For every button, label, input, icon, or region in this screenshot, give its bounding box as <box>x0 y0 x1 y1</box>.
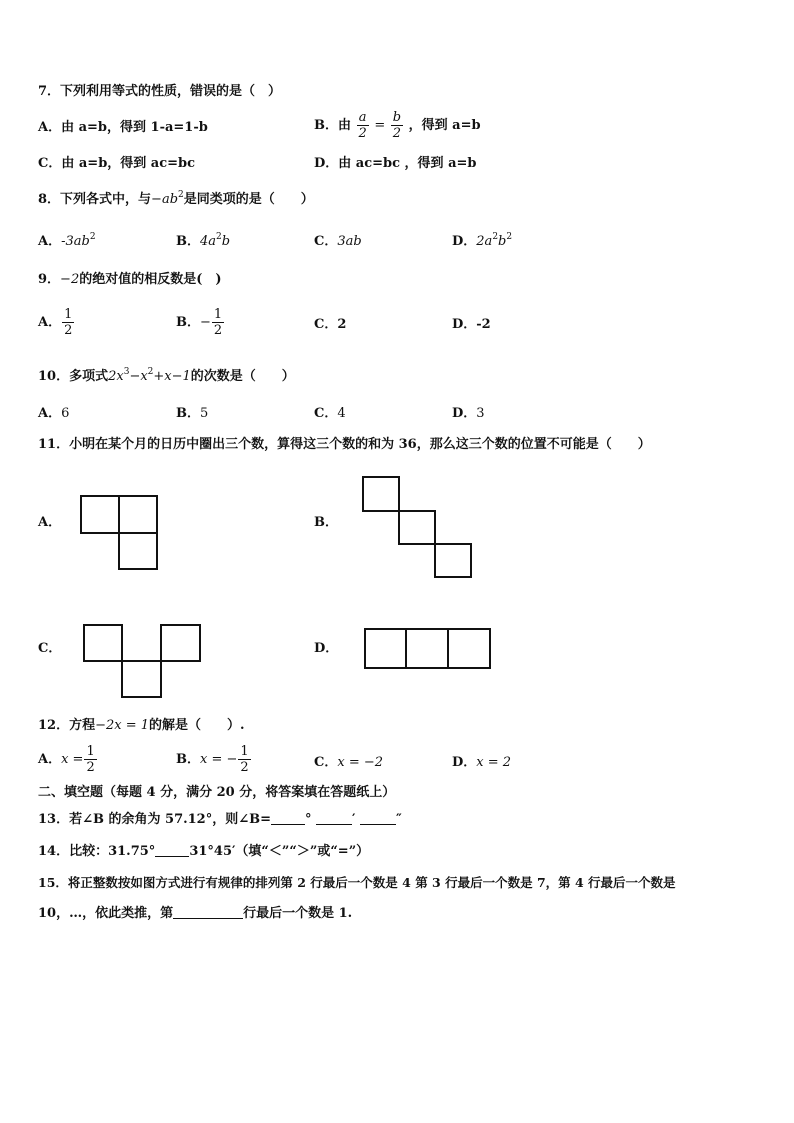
q10-poly-sup2: 2 <box>147 367 154 377</box>
q12-stem-math: −2x = 1 <box>95 718 150 733</box>
q10-poly-2: −x <box>129 369 148 384</box>
q10-b-letter: B． <box>176 406 200 421</box>
q11-figure-b <box>362 476 474 579</box>
q12-option-d <box>452 755 511 771</box>
q13-sec: ″ <box>396 812 402 827</box>
q10-stem <box>38 369 295 385</box>
q10-option-b <box>176 406 208 422</box>
q12-d-math: x = 2 <box>476 755 512 770</box>
q10-a-val: 6 <box>61 406 70 421</box>
q8-d-sup2: 2 <box>506 232 513 242</box>
q8-a-math: -3ab <box>61 234 90 249</box>
q13-blank-min[interactable] <box>316 812 352 825</box>
q11-option-a-letter: A． <box>38 515 62 530</box>
q7-option-d: D．由 ac=bc ，得到 a=b <box>314 156 477 171</box>
q10-poly-3: +x−1 <box>153 369 191 384</box>
section-heading-fill-in: 二、填空题（每题 4 分，满分 20 分，将答案填在答题纸上） <box>38 785 396 800</box>
q12-b-num: 1 <box>240 744 249 759</box>
q9-b-den: 2 <box>213 323 223 338</box>
q10-poly-sup1: 3 <box>123 367 130 377</box>
q10-d-letter: D． <box>452 406 477 421</box>
cell <box>161 625 200 661</box>
q15-line2-suffix: 行最后一个数是 1. <box>243 906 353 921</box>
q9-option-d: D．-2 <box>452 317 491 332</box>
q7-b-frac1-den: 2 <box>358 126 367 141</box>
q11-figure-c <box>83 624 203 699</box>
q8-stem-prefix: 8．下列各式中，与 <box>38 192 152 207</box>
q9-option-a <box>38 307 75 338</box>
q15-line-1: 15．将正整数按如图方式进行有规律的排列第 2 行最后一个数是 4 第 3 行最后一个数是 7，第 4 行最后一个数是 <box>38 875 676 890</box>
q9-b-sign: − <box>200 315 211 330</box>
q12-option-b <box>176 744 252 775</box>
q7-option-a: A．由 a=b，得到 1-a=1-b <box>38 120 208 135</box>
q11-figure-d <box>364 628 492 670</box>
q7-b-prefix: B．由 <box>314 118 351 133</box>
q8-b-letter: B． <box>176 234 200 249</box>
cell <box>406 629 448 668</box>
q9-option-c: C．2 <box>314 317 347 332</box>
cell <box>122 661 161 697</box>
q9-stem-suffix: 的绝对值的相反数是( ) <box>79 272 222 287</box>
q7-b-frac2-den: 2 <box>392 126 402 141</box>
q7-b-frac2-num: b <box>392 110 402 125</box>
q10-option-c <box>314 406 346 422</box>
q10-c-letter: C． <box>314 406 338 421</box>
q12-a-fraction <box>84 744 96 775</box>
q10-option-a <box>38 406 69 422</box>
q12-b-letter: B． <box>176 752 200 767</box>
q10-b-val: 5 <box>200 406 209 421</box>
q15-line2-prefix: 10，…，依此类推，第 <box>38 906 174 921</box>
q11-option-b-letter: B． <box>314 515 338 530</box>
q13-blank-sec[interactable] <box>360 812 396 825</box>
cell <box>363 477 399 511</box>
q9-a-letter: A． <box>38 315 62 330</box>
q8-option-c <box>314 234 362 250</box>
cell <box>365 629 406 668</box>
q7-b-frac1-num: a <box>357 110 369 126</box>
q14-blank[interactable] <box>155 844 189 857</box>
q11-option-c-letter: C． <box>38 641 62 656</box>
q7-option-c: C．由 a=b，得到 ac=bc <box>38 156 196 171</box>
q12-b-fraction <box>238 744 250 775</box>
cell <box>399 511 435 544</box>
q8-d-math1: 2a <box>476 234 493 249</box>
q8-stem <box>38 192 314 208</box>
q12-b-lhs: x = − <box>200 752 238 767</box>
q7-b-fraction-1 <box>357 110 369 141</box>
q7-b-fraction-2 <box>391 110 403 141</box>
q9-b-num: 1 <box>213 307 223 322</box>
q8-d-math2: b <box>498 234 507 249</box>
q13-min: ′ <box>352 812 356 827</box>
q9-option-b <box>176 307 225 338</box>
q8-d-letter: D． <box>452 234 477 249</box>
q12-d-letter: D． <box>452 755 477 770</box>
cell <box>119 496 157 533</box>
q10-a-letter: A． <box>38 406 62 421</box>
q8-option-d <box>452 234 512 250</box>
q11-stem: 11．小明在某个月的日历中圈出三个数，算得这三个数的和为 36，那么这三个数的位置不可能是（ ） <box>38 437 651 452</box>
q12-stem <box>38 718 245 734</box>
q12-stem-prefix: 12．方程 <box>38 718 96 733</box>
q15-line-2 <box>38 906 352 922</box>
q12-option-c <box>314 755 383 771</box>
q9-stem-prefix: 9． <box>38 272 61 287</box>
q12-a-den: 2 <box>86 760 95 775</box>
q10-stem-suffix: 的次数是（ ） <box>190 369 295 384</box>
q12-stem-suffix: 的解是（ ）. <box>149 718 245 733</box>
cell <box>448 629 490 668</box>
q8-option-b <box>176 234 230 250</box>
q9-a-den: 2 <box>64 323 73 338</box>
q8-stem-suffix: 是同类项的是（ ） <box>183 192 314 207</box>
q12-a-num: 1 <box>86 744 95 759</box>
q14 <box>38 844 369 860</box>
q10-option-d <box>452 406 485 422</box>
q8-c-math: 3ab <box>337 234 362 249</box>
q8-option-a <box>38 234 96 250</box>
q8-stem-sup: 2 <box>178 190 184 200</box>
q8-b-sup1: 2 <box>216 232 222 242</box>
q10-d-val: 3 <box>476 406 485 421</box>
q12-a-letter: A． <box>38 752 62 767</box>
q9-stem <box>38 272 222 288</box>
q13-blank-deg[interactable] <box>271 812 305 825</box>
q12-c-math: x = −2 <box>337 755 384 770</box>
q7-stem: 7．下列利用等式的性质，错误的是（ ） <box>38 84 282 99</box>
q8-b-math2: b <box>221 234 231 249</box>
q13-prefix: 13．若∠B 的余角为 57.12°，则∠B= <box>38 812 272 827</box>
q12-b-den: 2 <box>240 760 249 775</box>
q10-poly-1: 2x <box>108 369 124 384</box>
q15-blank[interactable] <box>173 906 243 919</box>
q10-c-val: 4 <box>337 406 346 421</box>
q9-b-fraction <box>212 307 224 338</box>
q7-option-b <box>314 110 481 141</box>
cell <box>81 496 119 533</box>
cell <box>435 544 471 577</box>
q9-a-num: 1 <box>64 307 73 322</box>
q14-suffix: 31°45′（填“＜”“＞”或“=”） <box>189 844 370 859</box>
q12-a-lhs: x = <box>61 752 84 767</box>
q7-b-equals: = <box>374 118 386 133</box>
q11-option-d-letter: D． <box>314 641 339 656</box>
cell <box>119 533 157 569</box>
q8-stem-math: −ab <box>151 192 179 207</box>
q8-a-sup: 2 <box>89 232 96 242</box>
cell <box>84 625 122 661</box>
q10-stem-prefix: 10．多项式 <box>38 369 109 384</box>
q8-b-math1: 4a <box>200 234 217 249</box>
q8-d-sup1: 2 <box>492 232 499 242</box>
q11-figure-a <box>80 495 160 571</box>
q14-prefix: 14．比较：31.75° <box>38 844 156 859</box>
q12-c-letter: C． <box>314 755 338 770</box>
q9-b-letter: B． <box>176 315 200 330</box>
q12-option-a <box>38 744 98 775</box>
q8-c-letter: C． <box>314 234 338 249</box>
q9-stem-math: −2 <box>60 272 80 287</box>
q13-deg: ° <box>305 812 312 827</box>
q8-a-letter: A． <box>38 234 62 249</box>
q7-b-suffix: ，得到 a=b <box>408 118 481 133</box>
q13 <box>38 812 402 828</box>
q9-a-fraction <box>62 307 74 338</box>
